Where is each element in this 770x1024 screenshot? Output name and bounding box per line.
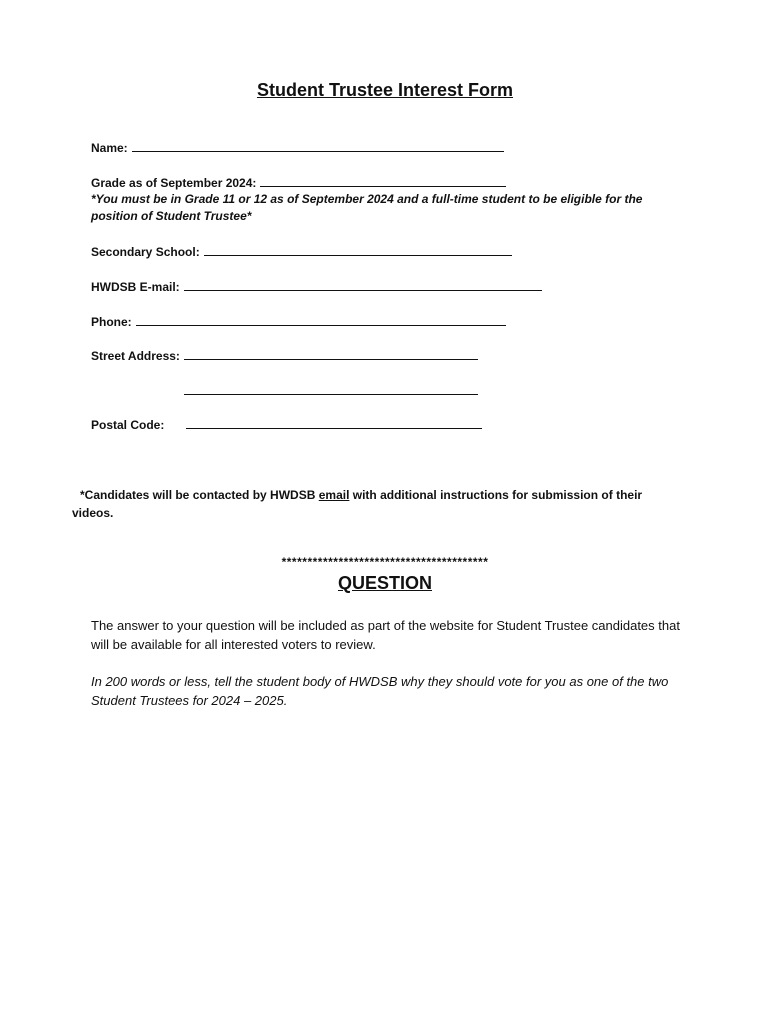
form-title: Student Trustee Interest Form — [256, 80, 514, 100]
separator-asterisks: **************************************** — [281, 555, 489, 569]
question-intro: The answer to your question will be included as part of the website for Student Trustee candidates that will be available for all interested voters to review. — [91, 618, 680, 652]
school-label: Secondary School: — [91, 245, 200, 259]
name-field — [91, 140, 504, 155]
question-heading: QUESTION — [337, 573, 432, 593]
address-field-line-2 — [184, 383, 478, 398]
name-blank-line[interactable] — [132, 140, 504, 152]
email-field — [91, 279, 542, 294]
school-field — [91, 244, 512, 259]
email-label: HWDSB E-mail: — [91, 280, 180, 294]
email-blank-line[interactable] — [184, 279, 542, 291]
phone-blank-line[interactable] — [136, 314, 506, 326]
school-blank-line[interactable] — [204, 244, 512, 256]
address-field — [91, 348, 478, 363]
grade-field — [91, 175, 506, 190]
postal-code-label: Postal Code: — [91, 418, 165, 432]
phone-label: Phone: — [91, 315, 132, 329]
address-label: Street Address: — [91, 349, 180, 363]
address-blank-line-1[interactable] — [184, 348, 478, 360]
contact-note-text: *Candidates will be contacted by HWDSB — [80, 488, 319, 502]
contact-note — [72, 486, 672, 522]
contact-note-text-end: with additional instructions for submission of their videos. — [72, 488, 643, 520]
email-link[interactable]: email — [318, 488, 350, 502]
postal-code-blank-line[interactable] — [186, 417, 482, 429]
grade-eligibility-note: *You must be in Grade 11 or 12 as of September 2024 and a full-time student to be eligible for the position of Student Trustee* — [91, 192, 643, 223]
question-prompt: In 200 words or less, tell the student body of HWDSB why they should vote for you as one of the two Student Trustees for 2024 – 2025. — [91, 674, 669, 708]
name-label: Name: — [91, 141, 128, 155]
address-blank-line-2[interactable] — [184, 383, 478, 395]
grade-label: Grade as of September 2024: — [91, 176, 257, 190]
postal-code-field — [91, 417, 482, 432]
phone-field — [91, 314, 506, 329]
grade-blank-line[interactable] — [260, 175, 506, 187]
